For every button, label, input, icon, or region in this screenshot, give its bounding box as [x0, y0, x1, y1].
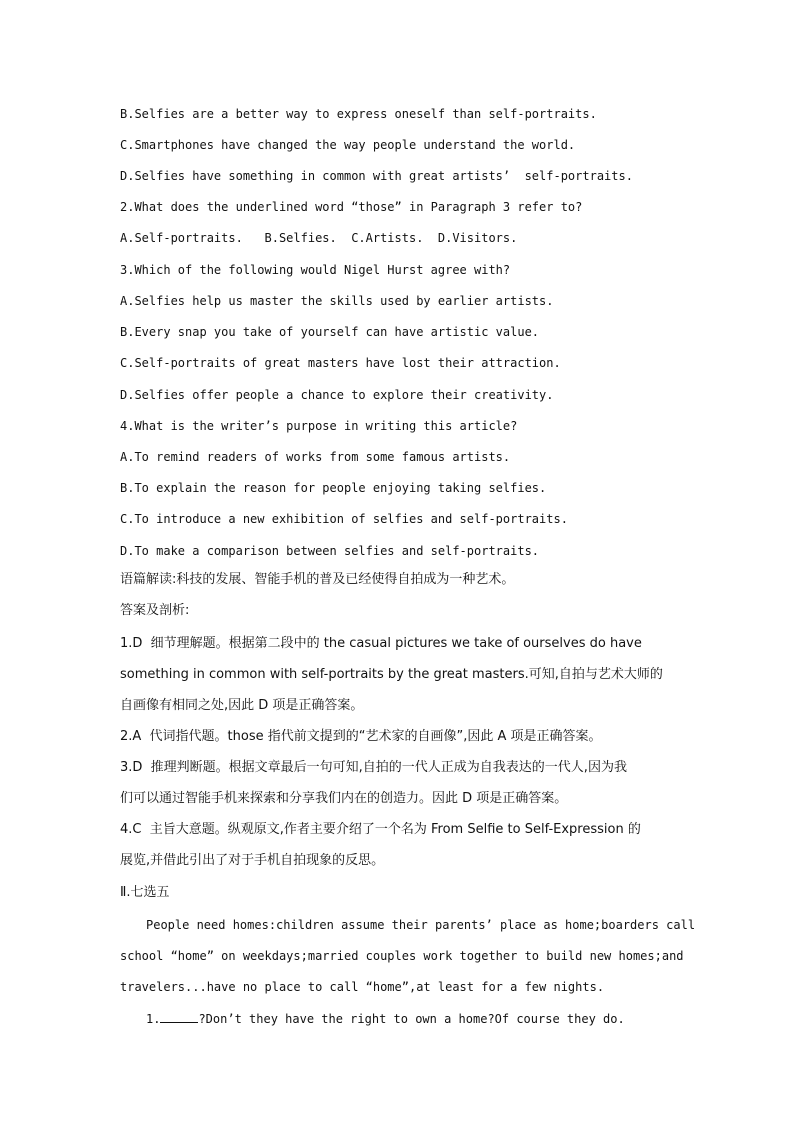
q4-option-d: D.To make a comparison between selfies and self-portraits. — [120, 544, 540, 558]
q3-stem: 3.Which of the following would Nigel Hurst agree with? — [120, 263, 511, 277]
q3-option-d: D.Selfies offer people a chance to explore their creativity. — [120, 388, 554, 402]
answer-4-line-2: 展览,并借此引出了对于手机自拍现象的反思。 — [120, 853, 385, 868]
q1-option-c: C.Smartphones have changed the way people understand the world. — [120, 138, 576, 152]
passage-blank-line — [146, 1011, 625, 1027]
answer-3-line-2: 们可以通过智能手机来探索和分享我们内在的创造力。因此 D 项是正确答案。 — [120, 791, 568, 806]
answer-1-line-3: 自画像有相同之处,因此 D 项是正确答案。 — [120, 698, 364, 713]
answer-4-line-1: 4.C 主旨大意题。纵观原文,作者主要介绍了一个名为 From Selfie to Self-Expression 的 — [120, 822, 641, 837]
q2-options: A.Self-portraits. B.Selfies. C.Artists. D.Visitors. — [120, 231, 518, 245]
q4-option-a: A.To remind readers of works from some famous artists. — [120, 450, 511, 464]
q3-option-c: C.Self-portraits of great masters have lost their attraction. — [120, 356, 561, 370]
q3-option-a: A.Selfies help us master the skills used by earlier artists. — [120, 294, 554, 308]
answer-1-line-1: 1.D 细节理解题。根据第二段中的 the casual pictures we take of ourselves do have — [120, 636, 642, 651]
q4-option-b: B.To explain the reason for people enjoying taking selfies. — [120, 481, 547, 495]
q4-stem: 4.What is the writer’s purpose in writing this article? — [120, 419, 518, 433]
q1-option-d: D.Selfies have something in common with great artists’ self-portraits. — [120, 169, 633, 183]
passage-line-3: travelers...have no place to call “home”,at least for a few nights. — [120, 980, 605, 994]
answer-blank[interactable] — [160, 1012, 198, 1023]
q2-stem: 2.What does the underlined word “those” in Paragraph 3 refer to? — [120, 200, 583, 214]
answers-title: 答案及剖析: — [120, 603, 190, 618]
q4-option-c: C.To introduce a new exhibition of selfies and self-portraits. — [120, 512, 568, 526]
blank-line-text: ?Don’t they have the right to own a home?Of course they do. — [198, 1012, 625, 1026]
q1-option-b: B.Selfies are a better way to express oneself than self-portraits. — [120, 107, 597, 121]
answer-3-line-1: 3.D 推理判断题。根据文章最后一句可知,自拍的一代人正成为自我表达的一代人,因为我 — [120, 760, 627, 775]
section-2-title: Ⅱ.七选五 — [120, 885, 170, 900]
passage-line-1: People need homes:children assume their parents’ place as home;boarders call — [146, 918, 696, 932]
answer-2: 2.A 代词指代题。those 指代前文提到的“艺术家的自画像”,因此 A 项是正确答案。 — [120, 729, 602, 744]
passage-line-2: school “home” on weekdays;married couples work together to build new homes;and — [120, 949, 684, 963]
answer-1-line-2: something in common with self-portraits by the great masters.可知,自拍与艺术大师的 — [120, 667, 663, 682]
q3-option-b: B.Every snap you take of yourself can have artistic value. — [120, 325, 540, 339]
passage-summary: 语篇解读:科技的发展、智能手机的普及已经使得自拍成为一种艺术。 — [120, 572, 515, 587]
blank-number: 1. — [146, 1012, 161, 1026]
